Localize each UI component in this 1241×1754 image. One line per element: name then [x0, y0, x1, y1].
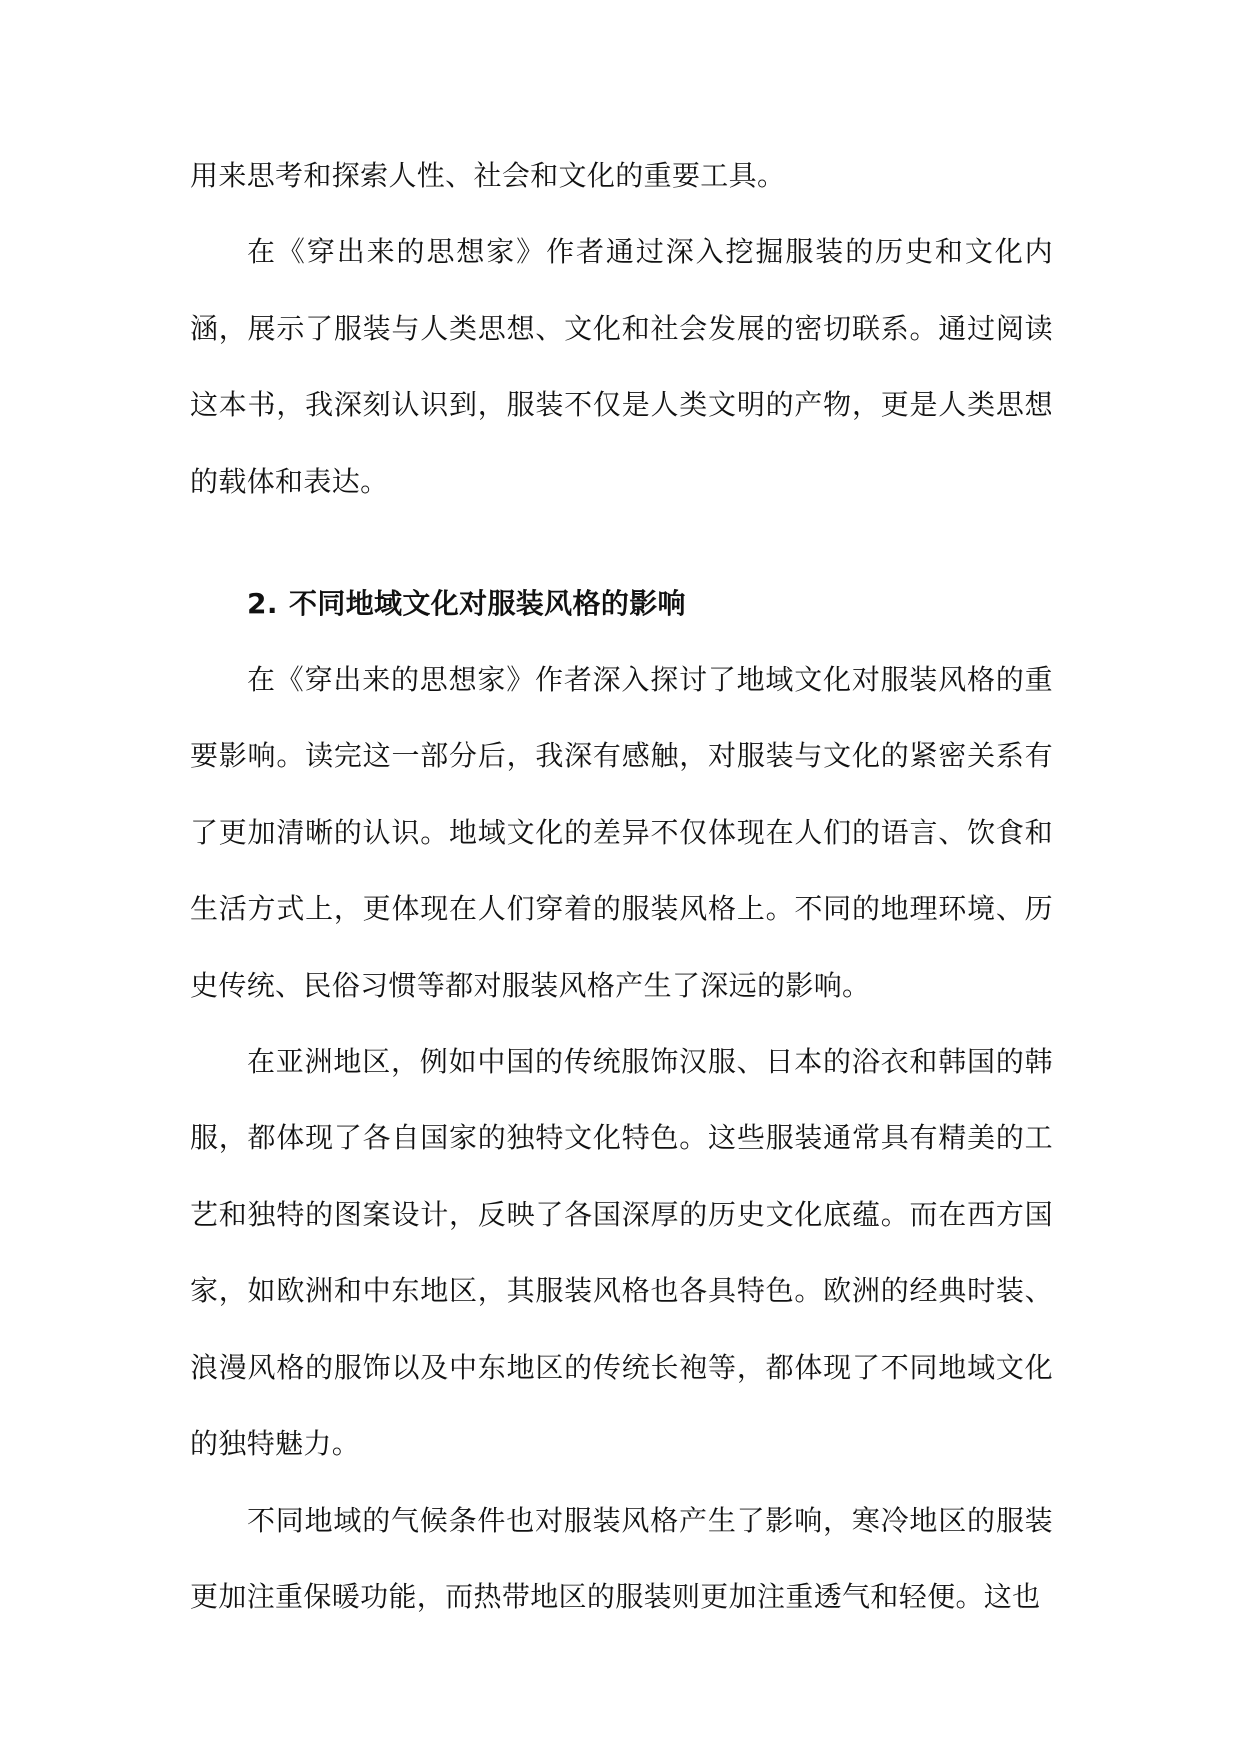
paragraph-regional-culture: 在《穿出来的思想家》作者深入探讨了地域文化对服装风格的重要影响。读完这一部分后，我深有感触，对服装与文化的紧密关系有了更加清晰的认识。地域文化的差异不仅体现在人们的语言、饮食和生活方式上，更体现在人们穿着的服装风格上。不同的地理环境、历史传统、民俗习惯等都对服装风格产生了深远的影响。	[190, 663, 1053, 1002]
section-heading	[190, 566, 1053, 642]
paragraph-climate: 不同地域的气候条件也对服装风格产生了影响，寒冷地区的服装更加注重保暖功能，而热带地区的服装则更加注重透气和轻便。这也	[190, 1503, 1053, 1613]
section-title: 不同地域文化对服装风格的影响	[289, 587, 686, 621]
document-body	[190, 138, 1053, 1635]
paragraph-book-summary: 在《穿出来的思想家》作者通过深入挖掘服装的历史和文化内涵，展示了服装与人类思想、文化和社会发展的密切联系。通过阅读这本书，我深刻认识到，服装不仅是人类文明的产物，更是人类思想的载体和表达。	[190, 235, 1053, 498]
paragraph-asia-west: 在亚洲地区，例如中国的传统服饰汉服、日本的浴衣和韩国的韩服，都体现了各自国家的独特文化特色。这些服装通常具有精美的工艺和独特的图案设计，反映了各国深厚的历史文化底蕴。而在西方国家，如欧洲和中东地区，其服装风格也各具特色。欧洲的经典时装、浪漫风格的服饰以及中东地区的传统长袍等，都体现了不同地域文化的独特魅力。	[190, 1045, 1053, 1461]
paragraph-continuation: 用来思考和探索人性、社会和文化的重要工具。	[190, 159, 786, 192]
section-number: 2.	[247, 587, 278, 621]
